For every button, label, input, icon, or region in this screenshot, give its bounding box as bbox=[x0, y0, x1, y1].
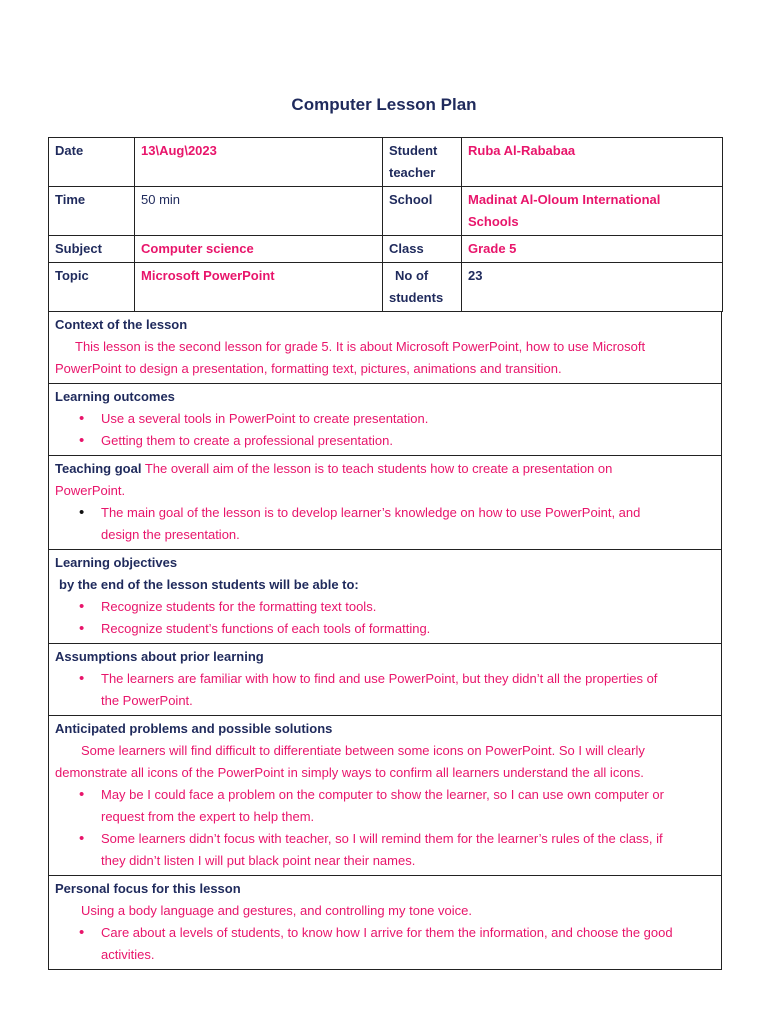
students-label-line-1: No of bbox=[395, 268, 429, 283]
context-line-1: This lesson is the second lesson for grade 5. It is about Microsoft PowerPoint, how to use Microsoft bbox=[75, 339, 646, 354]
assumption-line-2: the PowerPoint. bbox=[101, 693, 193, 708]
outcome-item: • Getting them to create a professional presentation. bbox=[55, 430, 715, 452]
date-value: 13\Aug\2023 bbox=[135, 138, 383, 187]
time-value: 50 min bbox=[135, 187, 383, 236]
problem-item bbox=[55, 828, 715, 872]
assumption-item bbox=[55, 668, 715, 712]
info-row-subject bbox=[49, 236, 723, 263]
lesson-info-table bbox=[48, 137, 723, 312]
class-value: Grade 5 bbox=[462, 236, 723, 263]
context-heading: Context of the lesson bbox=[55, 317, 188, 332]
assumptions-section bbox=[48, 644, 722, 716]
teaching-goal-bullet-line-2: design the presentation. bbox=[101, 527, 240, 542]
page-title: Computer Lesson Plan bbox=[291, 95, 477, 114]
info-row-topic bbox=[49, 263, 723, 312]
outcomes-list bbox=[55, 408, 715, 452]
school-label: School bbox=[383, 187, 462, 236]
student-teacher-label-line-1: Student bbox=[389, 143, 438, 158]
teaching-goal-bullet bbox=[55, 502, 715, 546]
objectives-intro: by the end of the lesson students will be able to: bbox=[59, 577, 359, 592]
subject-value: Computer science bbox=[135, 236, 383, 263]
problems-heading: Anticipated problems and possible solutions bbox=[55, 721, 333, 736]
student-teacher-label-line-2: teacher bbox=[389, 165, 436, 180]
teaching-goal-heading: Teaching goal bbox=[55, 461, 142, 476]
subject-label: Subject bbox=[49, 236, 135, 263]
objectives-list bbox=[55, 596, 715, 640]
teaching-goal-text-1: The overall aim of the lesson is to teach students how to create a presentation on bbox=[141, 461, 613, 476]
focus-heading: Personal focus for this lesson bbox=[55, 881, 241, 896]
problem-item-line-1: • Some learners didn’t focus with teacher, so I will remind them for the learner’s rules of the class, if bbox=[101, 831, 663, 846]
teaching-goal-line-1 bbox=[55, 458, 715, 480]
problems-section bbox=[48, 716, 722, 876]
problem-item-line-2: they didn’t listen I will put black point near their names. bbox=[101, 853, 416, 868]
topic-label: Topic bbox=[49, 263, 135, 312]
class-label: Class bbox=[383, 236, 462, 263]
outcomes-heading: Learning outcomes bbox=[55, 389, 175, 404]
focus-item-line-2: activities. bbox=[101, 947, 155, 962]
assumptions-heading: Assumptions about prior learning bbox=[55, 649, 264, 664]
focus-list bbox=[55, 922, 715, 966]
outcome-item: • Use a several tools in PowerPoint to create presentation. bbox=[55, 408, 715, 430]
students-value: 23 bbox=[462, 263, 723, 312]
outcomes-section bbox=[48, 384, 722, 456]
teaching-goal-bullet-line-1: • The main goal of the lesson is to develop learner’s knowledge on how to use PowerPoint, and bbox=[101, 505, 641, 520]
focus-line-1: Using a body language and gestures, and controlling my tone voice. bbox=[81, 903, 472, 918]
student-teacher-label bbox=[383, 138, 462, 187]
objectives-heading: Learning objectives bbox=[55, 555, 178, 570]
info-row-date bbox=[49, 138, 723, 187]
info-row-time bbox=[49, 187, 723, 236]
time-label: Time bbox=[49, 187, 135, 236]
focus-section bbox=[48, 876, 722, 970]
context-section bbox=[48, 312, 722, 384]
teaching-goal-list bbox=[55, 502, 715, 546]
school-value bbox=[462, 187, 723, 236]
problems-line-1: Some learners will find difficult to differentiate between some icons on PowerPoint. So I will clearly bbox=[81, 743, 645, 758]
objective-item: • Recognize student’s functions of each tools of formatting. bbox=[55, 618, 715, 640]
assumption-line-1: • The learners are familiar with how to find and use PowerPoint, but they didn’t all the properties of bbox=[101, 671, 658, 686]
assumptions-list bbox=[55, 668, 715, 712]
problem-item bbox=[55, 784, 715, 828]
lesson-plan-sheet bbox=[48, 137, 722, 970]
problems-list bbox=[55, 784, 715, 872]
objective-item: • Recognize students for the formatting text tools. bbox=[55, 596, 715, 618]
teaching-goal-text-2: PowerPoint. bbox=[55, 483, 126, 498]
school-value-line-2: Schools bbox=[468, 214, 519, 229]
objectives-section bbox=[48, 550, 722, 644]
students-label bbox=[383, 263, 462, 312]
students-label-line-2: students bbox=[389, 290, 444, 305]
focus-item-line-1: • Care about a levels of students, to know how I arrive for them the information, and choose the good bbox=[101, 925, 673, 940]
school-value-line-1: Madinat Al-Oloum International bbox=[468, 192, 661, 207]
teaching-goal-section bbox=[48, 456, 722, 550]
topic-value: Microsoft PowerPoint bbox=[135, 263, 383, 312]
focus-item bbox=[55, 922, 715, 966]
problem-item-line-1: • May be I could face a problem on the computer to show the learner, so I can use own computer or bbox=[101, 787, 664, 802]
student-teacher-value: Ruba Al-Rababaa bbox=[462, 138, 723, 187]
context-line-2: PowerPoint to design a presentation, formatting text, pictures, animations and transition. bbox=[55, 361, 562, 376]
problems-line-2: demonstrate all icons of the PowerPoint in simply ways to confirm all learners understand the all icons. bbox=[55, 765, 644, 780]
problem-item-line-2: request from the expert to help them. bbox=[101, 809, 315, 824]
date-label: Date bbox=[49, 138, 135, 187]
